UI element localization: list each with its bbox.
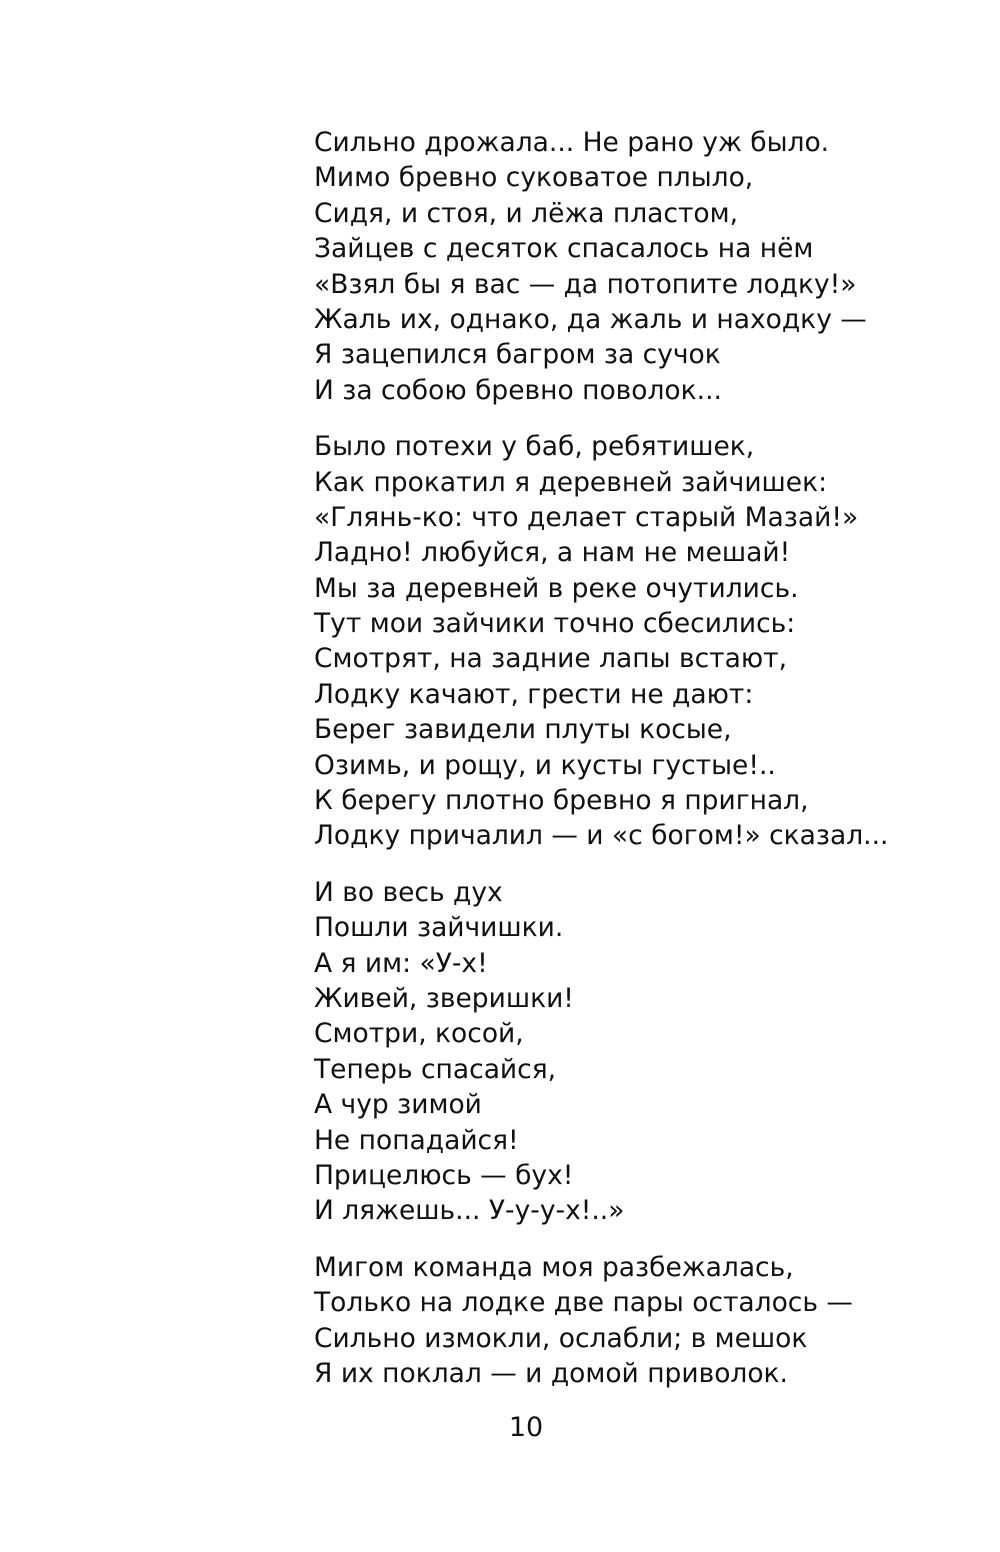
stanza-2 <box>314 429 934 854</box>
poem-line: Тут мои зайчики точно сбесились: <box>314 608 796 640</box>
poem-line: Лодку причалил — и «с богом!» сказал... <box>314 820 889 852</box>
poem-line: Лодку качают, грести не дают: <box>314 678 754 710</box>
poem-line: Я их поклал — и домой приволок. <box>314 1357 788 1389</box>
poem-line: Мимо бревно суковатое плыло, <box>314 162 754 194</box>
poem-line: «Глянь-ко: что делает старый Мазай!» <box>314 501 859 533</box>
poem-line: Сильно измокли, ослабли; в мешок <box>314 1322 808 1354</box>
poem-line: И во весь дух <box>314 876 503 908</box>
poem-line: К берегу плотно бревно я пригнал, <box>314 785 809 817</box>
poem-line: Зайцев с десяток спасалось на нём <box>314 233 814 265</box>
poem-line: А я им: «У-х! <box>314 947 488 979</box>
page-number: 10 <box>508 1412 544 1443</box>
poem-line: И ляжешь... У-у-у-х!..» <box>314 1195 625 1227</box>
stanza-1 <box>314 125 934 408</box>
poem-line: Озимь, и рощу, и кусты густые!.. <box>314 749 776 781</box>
poem-line: Мигом команда моя разбежалась, <box>314 1251 794 1283</box>
poem-line: И за собою бревно поволок... <box>314 374 722 406</box>
poem-line: Пошли зайчишки. <box>314 912 564 944</box>
poem-line: Я зацепился багром за сучок <box>314 339 721 371</box>
poem-line: Живей, зверишки! <box>314 982 574 1014</box>
poem-line: Сидя, и стоя, и лёжа пластом, <box>314 197 739 229</box>
poem-line: «Взял бы я вас — да потопите лодку!» <box>314 268 857 300</box>
stanza-3 <box>314 875 934 1229</box>
poem-line: Не попадайся! <box>314 1124 519 1156</box>
poem-line: Смотрят, на задние лапы встают, <box>314 643 787 675</box>
poem-line: Было потехи у баб, ребятишек, <box>314 431 755 463</box>
poem-line: А чур зимой <box>314 1089 482 1121</box>
poem-line: Только на лодке две пары осталось — <box>314 1287 853 1319</box>
poem-line: Смотри, косой, <box>314 1018 524 1050</box>
poem-line: Берег завидели плуты косые, <box>314 714 732 746</box>
poem-line: Мы за деревней в реке очутились. <box>314 572 799 604</box>
poem-text <box>314 125 934 1412</box>
poem-line: Как прокатил я деревней зайчишек: <box>314 466 828 498</box>
stanza-4 <box>314 1250 934 1392</box>
poem-line: Жаль их, однако, да жаль и находку — <box>314 303 867 335</box>
poem-line: Прицелюсь — бух! <box>314 1159 574 1191</box>
poem-line: Теперь спасайся, <box>314 1053 557 1085</box>
poem-line: Сильно дрожала... Не рано уж было. <box>314 127 830 158</box>
poem-line: Ладно! любуйся, а нам не мешай! <box>314 537 791 569</box>
